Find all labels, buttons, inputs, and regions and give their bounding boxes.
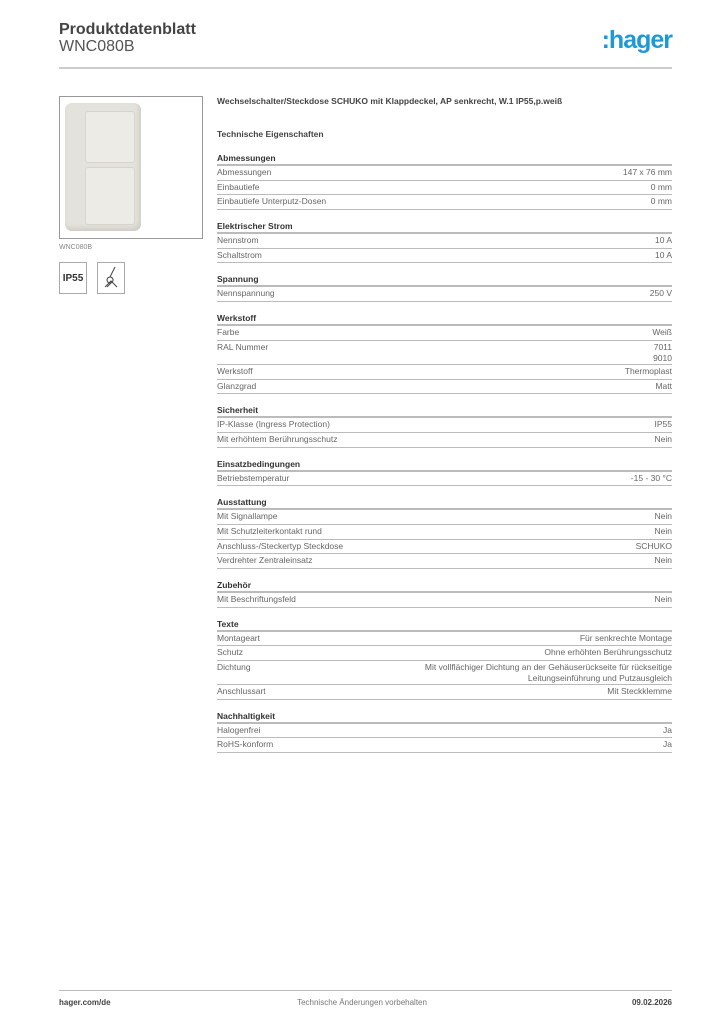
property-row (217, 685, 672, 700)
property-label: Verdrehter Zentraleinsatz (217, 555, 313, 566)
property-value: 250 V (649, 288, 672, 299)
property-label: IP-Klasse (Ingress Protection) (217, 419, 330, 430)
property-label: Einbautiefe Unterputz-Dosen (217, 196, 327, 207)
property-label: Mit erhöhtem Berührungsschutz (217, 433, 338, 444)
property-label: Glanzgrad (217, 380, 257, 391)
footer-website[interactable]: hager.com/de (59, 998, 111, 1007)
property-value: Weiß (652, 327, 672, 338)
property-value: Matt (655, 380, 672, 391)
property-value: Mit Steckklemme (607, 686, 672, 697)
hager-logo: :hager (601, 26, 672, 54)
section-title: Ausstattung (217, 495, 672, 510)
property-row (217, 661, 672, 685)
property-label: Anschlussart (217, 686, 266, 697)
property-label: Schaltstrom (217, 249, 262, 260)
section-title: Zubehör (217, 578, 672, 593)
section-title: Abmessungen (217, 151, 672, 166)
header-divider (59, 67, 672, 69)
page-title: Produktdatenblatt (59, 21, 196, 38)
section (217, 578, 672, 608)
section (217, 219, 672, 263)
section-title: Sicherheit (217, 403, 672, 418)
property-value: Thermoplast (624, 365, 672, 376)
property-value: Nein (654, 594, 672, 604)
section (217, 457, 672, 487)
product-description: Wechselschalter/Steckdose SCHUKO mit Klappdeckel, AP senkrecht, W.1 IP55,p.weiß (217, 96, 563, 106)
property-label: Nennspannung (217, 288, 275, 299)
product-details (217, 96, 672, 753)
section-title: Einsatzbedingungen (217, 457, 672, 472)
property-value: Ja (663, 739, 672, 750)
property-row (217, 472, 672, 487)
property-label: Einbautiefe (217, 181, 260, 192)
section (217, 403, 672, 447)
property-label: Schutz (217, 647, 243, 658)
section-title: Elektrischer Strom (217, 219, 672, 234)
property-row (217, 418, 672, 433)
property-value: Nein (654, 511, 672, 522)
footer-notice: Technische Änderungen vorbehalten (297, 998, 427, 1007)
property-row (217, 540, 672, 555)
property-value: 0 mm (650, 181, 672, 192)
section (217, 311, 672, 394)
property-row (217, 287, 672, 302)
property-row (217, 646, 672, 661)
section (217, 617, 672, 700)
property-row (217, 195, 672, 210)
section-title: Nachhaltigkeit (217, 709, 672, 724)
property-row (217, 249, 672, 264)
property-row (217, 166, 672, 181)
section (217, 272, 672, 302)
property-row (217, 380, 672, 395)
property-row (217, 738, 672, 753)
product-image (59, 96, 203, 239)
property-value: 147 x 76 mm (622, 167, 672, 177)
footer-date: 09.02.2026 (631, 998, 672, 1007)
property-row (217, 341, 672, 365)
section-title: Werkstoff (217, 311, 672, 326)
property-row (217, 433, 672, 448)
section (217, 151, 672, 210)
property-value: Für senkrechte Montage (579, 632, 672, 643)
section (217, 709, 672, 753)
property-label: Anschluss-/Steckertyp Steckdose (217, 540, 344, 551)
property-row (217, 554, 672, 569)
property-value: Nein (654, 525, 672, 536)
footer-divider (59, 990, 672, 991)
property-row (217, 181, 672, 196)
product-code: WNC080B (59, 38, 135, 55)
property-label: Dichtung (217, 662, 251, 673)
property-label: Mit Schutzleiterkontakt rund (217, 525, 322, 536)
property-row (217, 525, 672, 540)
section-title: Texte (217, 617, 672, 632)
property-label: Abmessungen (217, 167, 272, 177)
property-row (217, 593, 672, 608)
property-value: SCHUKO (635, 540, 672, 551)
image-caption: WNC080B (59, 244, 93, 251)
product-device-illustration (65, 103, 141, 231)
technical-properties-heading: Technische Eigenschaften (217, 129, 324, 139)
property-label: RAL Nummer (217, 341, 269, 352)
property-label: Werkstoff (217, 365, 253, 376)
section-title: Spannung (217, 272, 672, 287)
property-label: Farbe (217, 327, 240, 338)
property-value: Nein (654, 433, 672, 444)
property-value: 10 A (654, 249, 672, 260)
property-value: 10 A (654, 235, 672, 246)
property-row (217, 510, 672, 525)
property-value: 7011 9010 (653, 341, 672, 363)
property-value: -15 - 30 °C (630, 472, 672, 483)
property-row (217, 632, 672, 647)
property-row (217, 326, 672, 341)
property-label: RoHS-konform (217, 739, 274, 750)
property-label: Betriebstemperatur (217, 472, 290, 483)
property-row (217, 365, 672, 380)
property-value: IP55 (654, 419, 672, 430)
sealing-symbol-icon (97, 262, 125, 294)
property-row (217, 234, 672, 249)
property-value: Ja (663, 724, 672, 735)
section (217, 495, 672, 569)
property-label: Halogenfrei (217, 724, 261, 735)
property-label: Mit Beschriftungsfeld (217, 594, 296, 604)
property-value: Mit vollflächiger Dichtung an der Gehäuserückseite für rückseitige Leitungseinführung und Putzausgleich (424, 662, 672, 684)
ip55-badge: IP55 (59, 262, 87, 294)
property-value: Ohne erhöhten Berührungsschutz (544, 647, 672, 658)
property-value: 0 mm (650, 196, 672, 207)
property-value: Nein (654, 555, 672, 566)
property-label: Nennstrom (217, 235, 259, 246)
property-label: Mit Signallampe (217, 511, 278, 522)
property-label: Montageart (217, 632, 260, 643)
property-row (217, 724, 672, 739)
